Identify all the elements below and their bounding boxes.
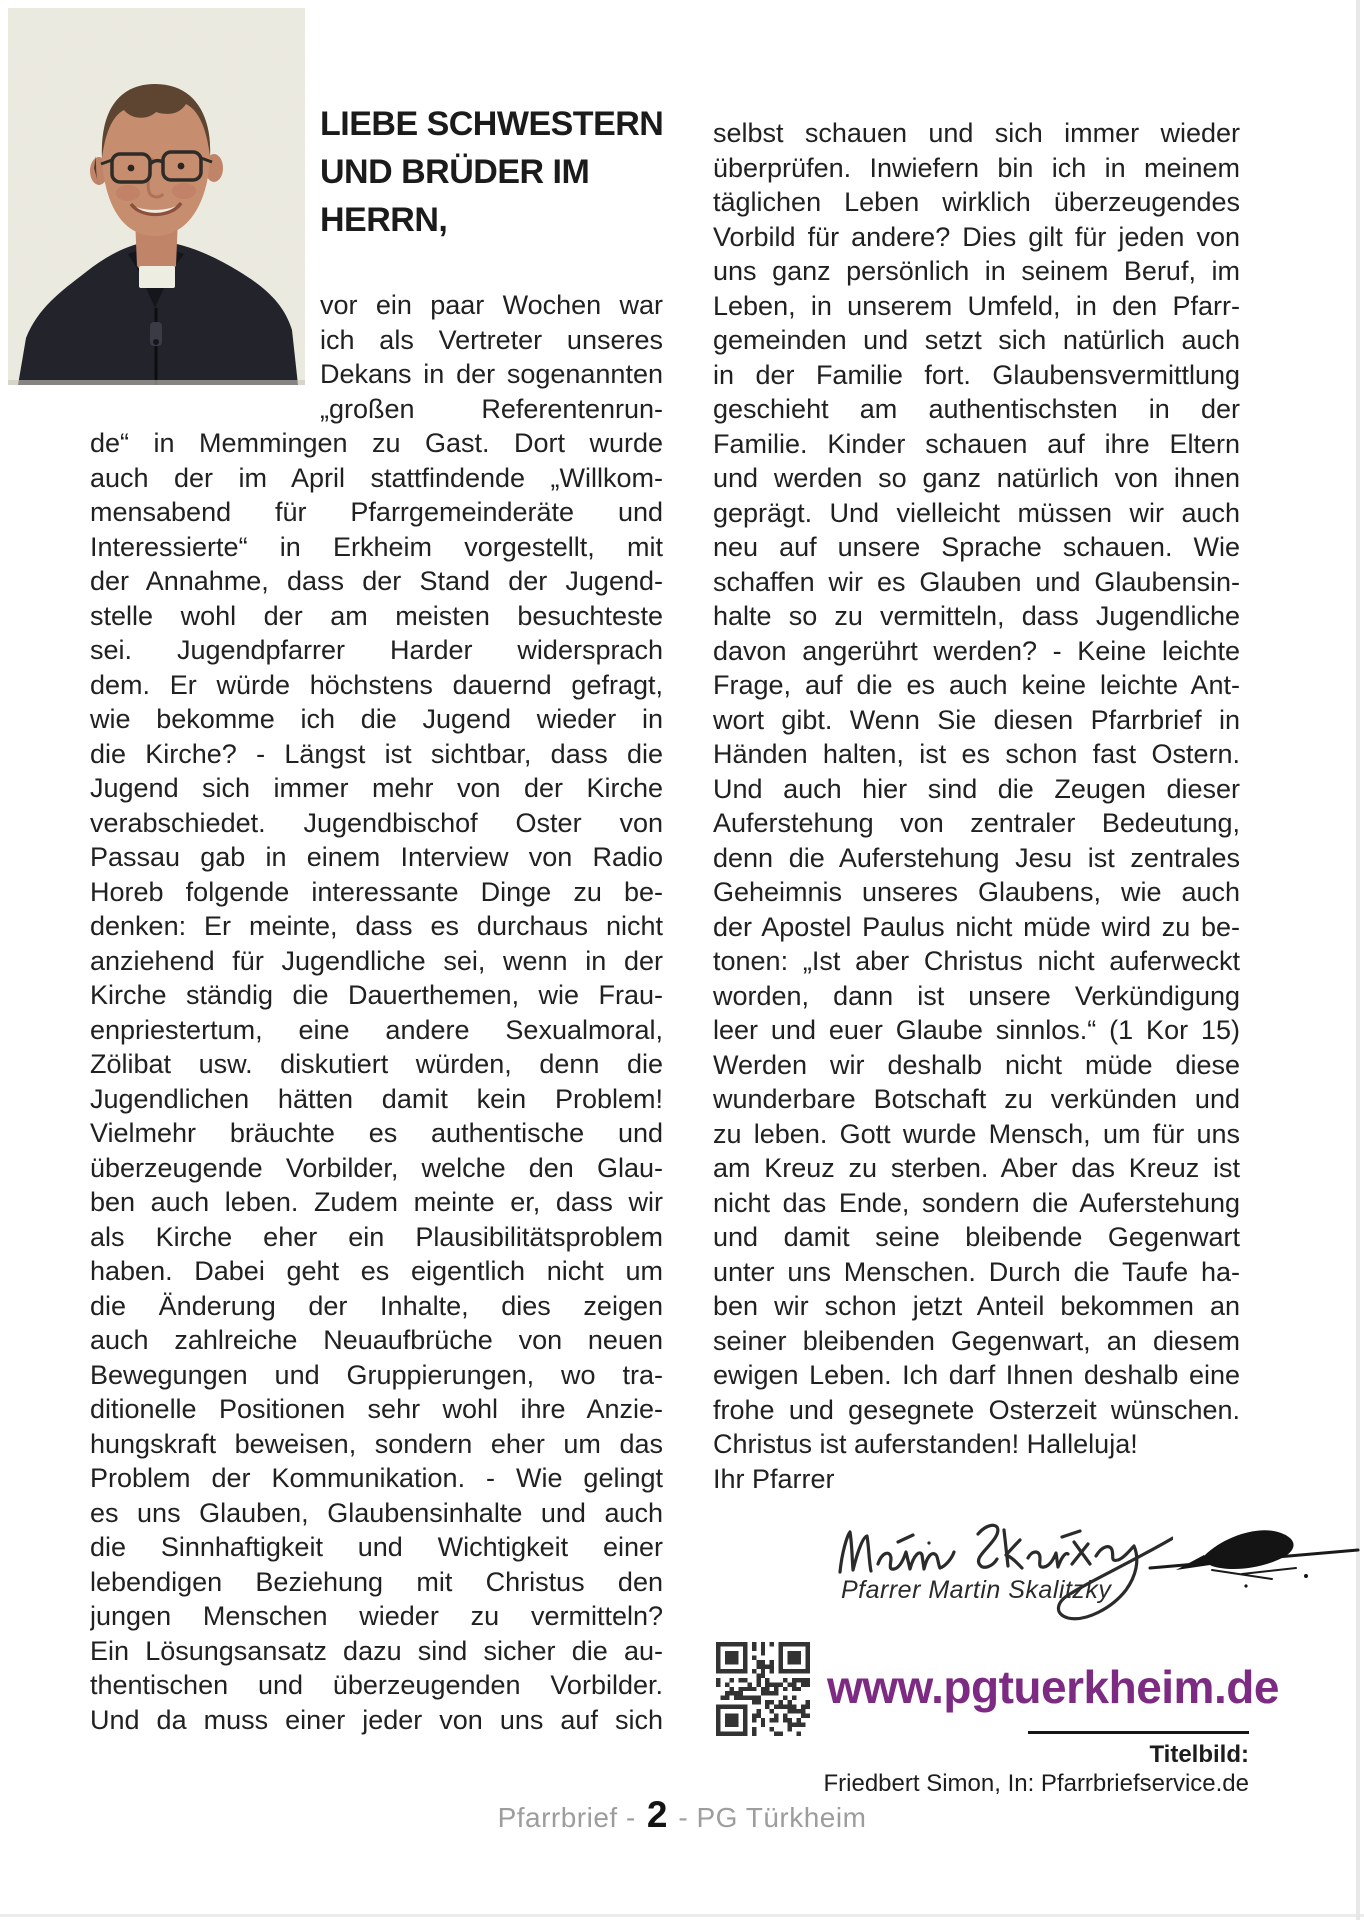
text-line: jungen Menschen wieder zu vermitteln? [90,1601,663,1631]
right-column-text [713,116,1240,1496]
text-line: lebendigen Beziehung mit Christus den [90,1566,663,1597]
text-line: sei. Jugendpfarrer Harder widersprach [90,635,663,665]
text-line: und damit seine bleibende Gegenwart [713,1222,1240,1252]
text-line: Dekans in der sogenannten [320,359,663,389]
text-line: der Annahme, dass der Stand der Jugend- [90,566,663,596]
footer-suffix: - PG Türkheim [678,1802,867,1833]
credit-heading: Titelbild: [1149,1741,1249,1768]
text-line: Ihr Pfarrer [713,1463,835,1494]
page-number: 2 [646,1794,668,1835]
text-line: geschieht am authentischsten in der [713,394,1240,424]
text-line: Werden wir deshalb nicht müde diese [713,1049,1240,1080]
text-line: Händen halten, ist es schon fast Ostern. [713,739,1240,769]
text-line: wunderbare Botschaft zu verkünden und [713,1084,1240,1114]
text-line: Interessierte“ in Erkheim vorgestellt, mit [90,531,663,562]
letter-heading [320,100,680,244]
text-line: am Kreuz zu sterben. Aber das Kreuz ist [713,1153,1240,1183]
text-line: unter uns Menschen. Durch die Taufe ha- [713,1256,1240,1287]
text-line: überzeugende Vorbilder, welche den Glau- [90,1152,663,1183]
text-line: Familie. Kinder schauen auf ihre Eltern [713,428,1240,459]
text-line: Vielmehr bräuchte es authentische und [90,1118,663,1148]
text-line: Leben, in unserem Umfeld, in den Pfarr- [713,290,1240,321]
heading-line: UND BRÜDER IM [320,153,590,191]
text-line: selbst schauen und sich immer wieder [713,118,1240,148]
text-line: halte so zu vermitteln, dass Jugendliche [713,601,1240,631]
text-line: leer und euer Glaube sinnlos.“ (1 Kor 15) [713,1015,1240,1045]
priest-portrait-photo [8,8,305,385]
text-line: Geheimnis unseres Glaubens, wie auch [713,877,1240,907]
text-line: ben auch leben. Zudem meinte er, dass wir [90,1187,663,1217]
scan-edge-bottom [0,1914,1364,1917]
text-line: nicht das Ende, sondern die Auferstehung [713,1187,1240,1218]
text-line: hungskraft beweisen, sondern eher um das [90,1428,663,1459]
text-line: auch der im April stattfindende „Willkom- [90,462,663,493]
text-line: frohe und gesegnete Osterzeit wünschen. [713,1394,1240,1425]
text-line: Und da muss einer jeder von uns auf sich [90,1704,663,1735]
text-line: Christus ist auferstanden! Halleluja! [713,1429,1138,1459]
text-line: ditionelle Positionen sehr wohl ihre Anzie- [90,1394,663,1424]
text-line: Ein Lösungsansatz dazu sind sicher die au- [90,1635,663,1666]
text-line: anziehend für Jugendliche sei, wenn in der [90,945,663,976]
text-line: seiner bleibenden Gegenwart, an diesem [713,1325,1240,1356]
text-line: enpriestertum, eine andere Sexualmoral, [90,1014,663,1045]
text-line: ewigen Leben. Ich darf Ihnen deshalb eine [713,1360,1240,1390]
scan-edge-right [1356,0,1360,1920]
qr-code [716,1642,810,1736]
heading-line: LIEBE SCHWESTERN [320,105,664,143]
left-column-text [90,426,663,1737]
text-line: ben wir schon jetzt Anteil bekommen an [713,1291,1240,1321]
text-line: worden, dann ist unsere Verkündigung [713,980,1240,1011]
text-line: Und auch hier sind die Zeugen dieser [713,773,1240,804]
text-line: Zölibat usw. diskutiert würden, denn die [90,1049,663,1079]
footer-title: Pfarrbrief - [497,1802,636,1833]
handwritten-signature [828,1508,1173,1640]
text-line: „großen Referentenrun- [320,393,663,424]
page-footer [0,1794,1364,1836]
text-line: Problem der Kommunikation. - Wie gelingt [90,1463,663,1493]
text-line: Frage, auf die es auch keine leichte Ant- [713,670,1240,700]
text-line: Jugendlichen hätten damit kein Problem! [90,1083,663,1114]
text-line: der Apostel Paulus nicht müde wird zu be- [713,911,1240,942]
website-link[interactable]: www.pgtuerkheim.de [827,1661,1279,1713]
heading-line: HERRN, [320,201,448,239]
credit-line: Friedbert Simon, In: Pfarrbriefservice.de [823,1770,1249,1797]
text-line: verabschiedet. Jugendbischof Oster von [90,807,663,838]
text-line: Horeb folgende interessante Dinge zu be- [90,876,663,907]
text-line: denn die Auferstehung Jesu ist zentrales [713,842,1240,873]
cover-image-credit [824,1740,1250,1798]
text-line: dem. Er würde höchstens dauernd gefragt, [90,669,663,700]
text-line: täglichen Leben wirklich überzeugendes [713,187,1240,217]
text-line: Bewegungen und Gruppierungen, wo tra- [90,1359,663,1390]
text-line: geprägt. Und vielleicht müssen wir auch [713,497,1240,528]
text-line: die Änderung der Inhalte, dies zeigen [90,1290,663,1321]
text-line: die Sinnhaftigkeit und Wichtigkeit einer [90,1532,663,1562]
text-line: zu leben. Gott wurde Mensch, um für uns [713,1118,1240,1149]
text-line: davon angerührt werden? - Keine leichte [713,635,1240,666]
text-line: gemeinden und setzt sich natürlich auch [713,325,1240,355]
text-line: Auferstehung von zentraler Bedeutung, [713,808,1240,838]
text-line: neu auf unsere Sprache schauen. Wie [713,532,1240,562]
text-line: Jugend sich immer mehr von der Kirche [90,773,663,803]
text-line: wie bekomme ich die Jugend wieder in [90,704,663,734]
text-line: ich als Vertreter unseres [320,324,663,355]
signature-caption: Pfarrer Martin Skalitzky [841,1576,1112,1604]
text-line: überprüfen. Inwiefern bin ich in meinem [713,152,1240,183]
text-line: mensabend für Pfarrgemeinderäte und [90,497,663,527]
text-line: uns ganz persönlich in seinem Beruf, im [713,256,1240,286]
text-line: tonen: „Ist aber Christus nicht auferweckt [713,946,1240,976]
left-column-indented-text [320,288,663,426]
text-line: und werden so ganz natürlich von ihnen [713,463,1240,493]
text-line: in der Familie fort. Glaubensvermittlung [713,359,1240,390]
text-line: thentischen und überzeugenden Vorbilder. [90,1670,663,1700]
text-line: vor ein paar Wochen war [320,290,663,320]
text-line: haben. Dabei geht es eigentlich nicht um [90,1256,663,1286]
text-line: es uns Glauben, Glaubensinhalte und auch [90,1497,663,1528]
text-line: Kirche ständig die Dauerthemen, wie Frau- [90,980,663,1010]
credit-divider [1028,1731,1249,1734]
text-line: de“ in Memmingen zu Gast. Dort wurde [90,428,663,458]
quill-pen-flourish-icon [1146,1524,1364,1604]
text-line: stelle wohl der am meisten besuchteste [90,600,663,631]
text-line: Vorbild für andere? Dies gilt für jeden von [713,221,1240,252]
text-line: wort gibt. Wenn Sie diesen Pfarrbrief in [713,704,1240,735]
text-line: als Kirche eher ein Plausibilitätsproblem [90,1221,663,1252]
text-line: schaffen wir es Glauben und Glaubensin- [713,566,1240,597]
text-line: auch zahlreiche Neuaufbrüche von neuen [90,1325,663,1355]
text-line: denken: Er meinte, dass es durchaus nicht [90,911,663,941]
text-line: die Kirche? - Längst ist sichtbar, dass die [90,738,663,769]
text-line: Passau gab in einem Interview von Radio [90,842,663,872]
